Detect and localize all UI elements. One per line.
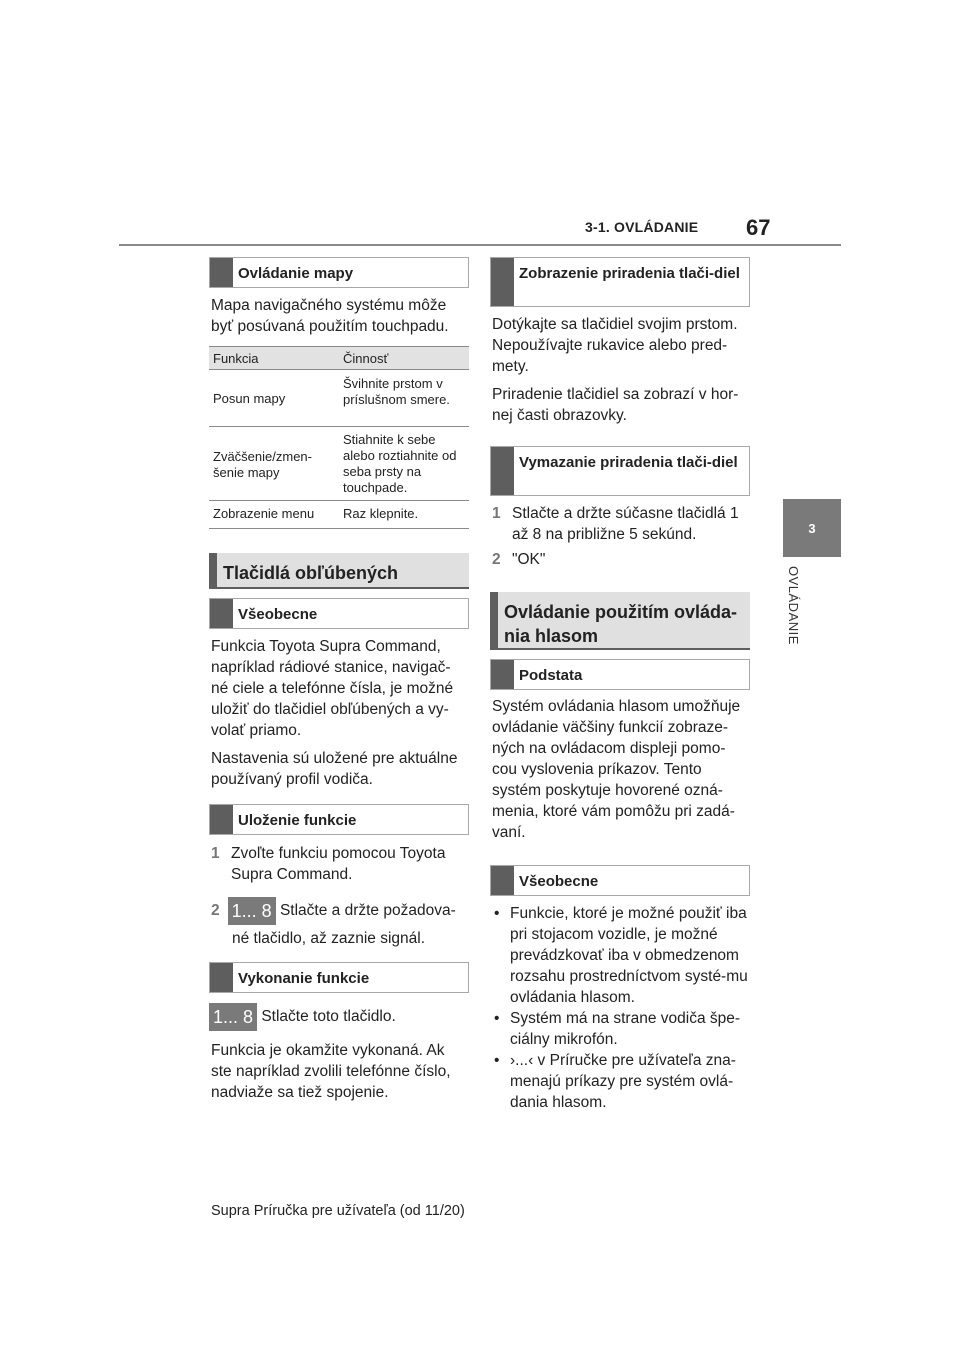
list-item: • Systém má na strane vodiča špe-ciálny mikrofón. (494, 1010, 741, 1048)
heading-marker (210, 963, 233, 992)
heading-marker (491, 866, 514, 895)
heading-delete-assignment: Vymazanie priradenia tlači-diel (490, 446, 750, 496)
execute-key-line: 1... 8 Stlačte toto tlačidlo. (209, 1003, 469, 1031)
heading-map-control: Ovládanie mapy (209, 257, 469, 288)
delete-step-2: 2 "OK" (492, 551, 546, 568)
heading-marker (491, 258, 514, 306)
table-header (209, 346, 469, 370)
voice-principle-text: Systém ovládania hlasom umožňuje ovládanie väčšiny funkcií zobraze-ných na ovládacom displeji pomo-cou vyslovenia príkazov. Tento systém poskytuje hovorené ozná-menia, ktoré vám pomôžu pri zadá-vaní. (492, 698, 741, 841)
favorite-keys-badge: 1... 8 (209, 1003, 257, 1031)
save-step-2: 2 1... 8 Stlačte a držte požadova- né tlačidlo, až zaznie signál. (211, 897, 469, 949)
page-number: 67 (746, 215, 771, 240)
table-row: Zobrazenie menu Raz klepnite. (209, 501, 469, 529)
voice-general-list (492, 903, 750, 1113)
delete-step-1: 1 Stlačte a držte súčasne tlačidlá 1 až 8 na približne 5 sekúnd. (492, 505, 739, 543)
heading-marker (491, 447, 514, 495)
heading-execute-function: Vykonanie funkcie (209, 962, 469, 993)
section-title-favorites: Tlačidlá obľúbených (209, 553, 469, 589)
table-row: Posun mapy Švihnite prstom v príslušnom smere. (209, 370, 469, 427)
heading-display-assignment: Zobrazenie priradenia tlači-diel (490, 257, 750, 307)
save-step-1: 1 Zvoľte funkciu pomocou Toyota Supra Command. (211, 845, 446, 883)
heading-marker (210, 599, 233, 628)
heading-marker (210, 258, 233, 287)
favorites-description: Funkcia Toyota Supra Command, napríklad rádiové stanice, navigač-né ciele a telefónne čísla, je možné uložiť do tlačidiel obľúbených a vy-volať priamo. Nastavenia sú uložené pre aktuálne používaný profil vodiča. (211, 638, 458, 788)
section-title-voice-control: Ovládanie použitím ovláda-nia hlasom (490, 592, 750, 650)
chapter-tab-number: 3 (783, 499, 841, 557)
table-header-action: Činnosť (343, 351, 389, 366)
header-divider (119, 244, 841, 246)
title-marker (209, 553, 217, 587)
heading-marker (210, 805, 233, 834)
chapter-tab-title: OVLÁDANIE (786, 566, 801, 645)
heading-voice-principle: Podstata (490, 659, 750, 690)
section-title: 3-1. OVLÁDANIE (585, 219, 699, 235)
list-item: • Funkcie, ktoré je možné použiť iba pri stojacom vozidle, je možné prevádzkovať iba v obmedzenom rozsahu prostredníctvom systé-mu ovládania hlasom. (494, 905, 748, 1006)
heading-marker (491, 660, 514, 689)
list-item: • ›...‹ v Príručke pre užívateľa zna-menajú príkazy pre systém ovlá-dania hlasom. (494, 1052, 736, 1111)
footer-text: Supra Príručka pre užívateľa (od 11/20) (211, 1203, 465, 1219)
map-control-text: Mapa navigačného systému môže byť posúvaná použitím touchpadu. (211, 297, 449, 335)
map-control-table (209, 346, 469, 529)
title-marker (490, 592, 498, 648)
favorite-keys-badge: 1... 8 (228, 897, 276, 925)
heading-favorites-general: Všeobecne (209, 598, 469, 629)
display-assignment-text: Dotýkajte sa tlačidiel svojim prstom. Nepoužívajte rukavice alebo pred-mety. Priradenie tlačidiel sa zobrazí v hor-nej časti obrazovky. (492, 316, 739, 424)
heading-voice-general: Všeobecne (490, 865, 750, 896)
execute-description: Funkcia je okamžite vykonaná. Ak ste napríklad zvolili telefónne číslo, nadviaže sa tiež spojenie. (211, 1042, 451, 1101)
table-row: Zväčšenie/zmen-šenie mapy Stiahnite k sebe alebo roztiahnite od seba prsty na touchpade. (209, 427, 469, 501)
heading-save-function: Uloženie funkcie (209, 804, 469, 835)
table-header-function: Funkcia (213, 351, 259, 366)
